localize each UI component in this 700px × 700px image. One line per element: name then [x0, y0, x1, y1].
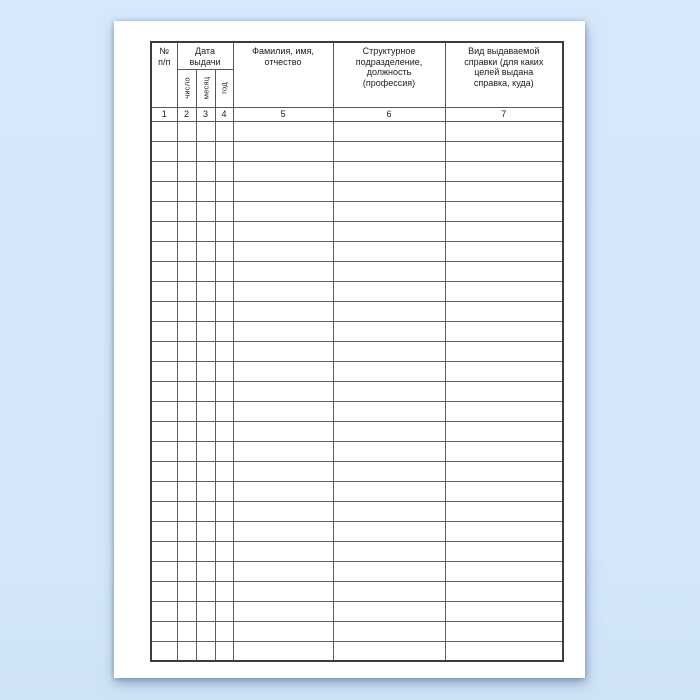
blank-cell: [233, 261, 333, 281]
blank-cell: [196, 161, 215, 181]
blank-cell: [233, 321, 333, 341]
blank-cell: [196, 301, 215, 321]
blank-cell: [215, 521, 233, 541]
blank-cell: [177, 441, 196, 461]
blank-cell: [445, 241, 563, 261]
blank-cell: [196, 141, 215, 161]
blank-cell: [196, 181, 215, 201]
blank-cell: [177, 481, 196, 501]
blank-cell: [177, 401, 196, 421]
blank-cell: [215, 381, 233, 401]
blank-row: [151, 621, 563, 641]
blank-cell: [333, 341, 445, 361]
blank-cell: [445, 201, 563, 221]
blank-cell: [196, 281, 215, 301]
header-day: [177, 69, 196, 107]
blank-cell: [333, 521, 445, 541]
blank-cell: [333, 161, 445, 181]
blank-cell: [233, 361, 333, 381]
blank-cell: [215, 301, 233, 321]
text-line: справка, куда): [473, 77, 534, 88]
blank-cell: [151, 441, 177, 461]
blank-cell: [233, 641, 333, 661]
blank-cell: [233, 381, 333, 401]
blank-cell: [445, 281, 563, 301]
blank-cell: [196, 241, 215, 261]
blank-cell: [177, 241, 196, 261]
blank-cell: [215, 181, 233, 201]
blank-cell: [445, 641, 563, 661]
blank-cell: [215, 601, 233, 621]
blank-cell: [196, 361, 215, 381]
blank-cell: [177, 381, 196, 401]
blank-cell: [333, 641, 445, 661]
blank-cell: [233, 121, 333, 141]
blank-cell: [445, 421, 563, 441]
blank-cell: [333, 481, 445, 501]
blank-row: [151, 601, 563, 621]
blank-cell: [151, 501, 177, 521]
header-year: [215, 69, 233, 107]
blank-cell: [196, 641, 215, 661]
blank-cell: [177, 561, 196, 581]
text-line: отчество: [264, 56, 302, 67]
blank-cell: [333, 561, 445, 581]
blank-cell: [333, 441, 445, 461]
blank-row: [151, 161, 563, 181]
blank-cell: [196, 261, 215, 281]
blank-cell: [445, 461, 563, 481]
blank-cell: [445, 581, 563, 601]
blank-cell: [333, 381, 445, 401]
blank-cell: [151, 321, 177, 341]
text-line: справки (для каких: [464, 56, 544, 67]
blank-cell: [233, 341, 333, 361]
blank-cell: [215, 121, 233, 141]
blank-cell: [215, 441, 233, 461]
blank-row: [151, 281, 563, 301]
blank-row: [151, 421, 563, 441]
header-name: [233, 42, 333, 107]
text-line: Структурное: [362, 46, 416, 56]
blank-cell: [333, 301, 445, 321]
blank-cell: [233, 421, 333, 441]
header-certificate: [445, 42, 563, 107]
blank-cell: [445, 401, 563, 421]
blank-cell: [445, 601, 563, 621]
header-month: [196, 69, 215, 107]
blank-cell: [196, 501, 215, 521]
column-numbers-row: [151, 107, 563, 121]
blank-cell: [233, 281, 333, 301]
blank-cell: [233, 541, 333, 561]
blank-cell: [215, 321, 233, 341]
blank-cell: [177, 521, 196, 541]
blank-cell: [445, 341, 563, 361]
blank-cell: [196, 421, 215, 441]
blank-cell: [233, 581, 333, 601]
blank-cell: [445, 141, 563, 161]
blank-cell: [177, 201, 196, 221]
blank-cell: [177, 161, 196, 181]
blank-cell: [177, 421, 196, 441]
blank-row: [151, 581, 563, 601]
blank-cell: [177, 501, 196, 521]
blank-cell: [215, 221, 233, 241]
blank-cell: [177, 621, 196, 641]
column-number: 1: [151, 107, 177, 121]
blank-cell: [445, 161, 563, 181]
blank-cell: [151, 521, 177, 541]
blank-row: [151, 441, 563, 461]
blank-cell: [333, 621, 445, 641]
blank-cell: [233, 501, 333, 521]
blank-row: [151, 461, 563, 481]
column-number: 3: [196, 107, 215, 121]
blank-cell: [177, 221, 196, 241]
blank-cell: [151, 621, 177, 641]
text-line: выдачи: [189, 56, 221, 67]
blank-cell: [177, 121, 196, 141]
blank-cell: [233, 201, 333, 221]
blank-cell: [233, 561, 333, 581]
blank-cell: [215, 341, 233, 361]
blank-cell: [151, 201, 177, 221]
blank-cell: [333, 321, 445, 341]
blank-row: [151, 341, 563, 361]
blank-cell: [151, 181, 177, 201]
blank-cell: [445, 501, 563, 521]
blank-cell: [177, 361, 196, 381]
blank-row: [151, 141, 563, 161]
blank-row: [151, 381, 563, 401]
blank-row: [151, 541, 563, 561]
blank-cell: [333, 201, 445, 221]
table-header: [151, 42, 563, 121]
blank-cell: [233, 301, 333, 321]
blank-cell: [151, 641, 177, 661]
blank-cell: [196, 221, 215, 241]
blank-cell: [215, 561, 233, 581]
blank-cell: [177, 641, 196, 661]
blank-cell: [151, 421, 177, 441]
blank-cell: [333, 141, 445, 161]
blank-cell: [196, 201, 215, 221]
column-number: 7: [445, 107, 563, 121]
column-number: 5: [233, 107, 333, 121]
text-line: (профессия): [362, 77, 416, 88]
blank-cell: [445, 221, 563, 241]
blank-cell: [196, 461, 215, 481]
vertical-label: год: [219, 82, 229, 94]
blank-cell: [196, 441, 215, 461]
header-department: [333, 42, 445, 107]
blank-cell: [151, 221, 177, 241]
blank-cell: [177, 461, 196, 481]
blank-cell: [215, 401, 233, 421]
blank-cell: [177, 581, 196, 601]
blank-cell: [151, 361, 177, 381]
blank-cell: [151, 141, 177, 161]
blank-cell: [196, 341, 215, 361]
blank-cell: [233, 221, 333, 241]
header-date-group: [177, 42, 233, 69]
blank-cell: [177, 341, 196, 361]
blank-cell: [333, 181, 445, 201]
blank-cell: [196, 541, 215, 561]
blank-cell: [177, 141, 196, 161]
blank-row: [151, 261, 563, 281]
blank-cell: [196, 381, 215, 401]
text-line: Вид выдаваемой: [468, 46, 540, 56]
text-line: подразделение,: [355, 56, 423, 67]
blank-cell: [151, 581, 177, 601]
blank-row: [151, 521, 563, 541]
blank-cell: [151, 481, 177, 501]
blank-cell: [151, 401, 177, 421]
blank-row: [151, 301, 563, 321]
blank-cell: [215, 581, 233, 601]
blank-cell: [151, 281, 177, 301]
blank-row: [151, 401, 563, 421]
blank-row: [151, 641, 563, 661]
blank-cell: [215, 621, 233, 641]
blank-cell: [333, 461, 445, 481]
blank-cell: [445, 321, 563, 341]
vertical-label: число: [182, 77, 191, 99]
blank-row: [151, 481, 563, 501]
vertical-label: месяц: [201, 76, 210, 100]
blank-row: [151, 321, 563, 341]
text-line: Фамилия, имя,: [252, 46, 314, 56]
blank-row: [151, 561, 563, 581]
blank-cell: [233, 181, 333, 201]
blank-cell: [196, 121, 215, 141]
text-line: п/п: [158, 56, 171, 67]
blank-cell: [151, 241, 177, 261]
blank-cell: [215, 641, 233, 661]
table-body: [151, 121, 563, 661]
blank-cell: [233, 461, 333, 481]
blank-cell: [445, 521, 563, 541]
blank-cell: [445, 121, 563, 141]
blank-cell: [445, 541, 563, 561]
blank-row: [151, 181, 563, 201]
blank-cell: [333, 541, 445, 561]
blank-cell: [215, 261, 233, 281]
blank-cell: [333, 361, 445, 381]
blank-cell: [196, 621, 215, 641]
blank-cell: [196, 321, 215, 341]
blank-cell: [233, 601, 333, 621]
blank-row: [151, 221, 563, 241]
blank-cell: [151, 161, 177, 181]
blank-cell: [177, 541, 196, 561]
blank-cell: [445, 181, 563, 201]
blank-cell: [196, 521, 215, 541]
blank-cell: [196, 601, 215, 621]
blank-cell: [151, 381, 177, 401]
blank-cell: [177, 601, 196, 621]
blank-row: [151, 201, 563, 221]
blank-cell: [151, 461, 177, 481]
blank-cell: [151, 541, 177, 561]
blank-cell: [215, 161, 233, 181]
blank-cell: [196, 561, 215, 581]
blank-cell: [215, 421, 233, 441]
blank-row: [151, 501, 563, 521]
blank-cell: [445, 441, 563, 461]
blank-cell: [333, 601, 445, 621]
blank-row: [151, 121, 563, 141]
blank-cell: [333, 401, 445, 421]
register-table: [150, 41, 564, 662]
blank-cell: [196, 481, 215, 501]
header-row-main: [151, 42, 563, 69]
blank-cell: [445, 621, 563, 641]
blank-cell: [445, 361, 563, 381]
blank-row: [151, 361, 563, 381]
blank-cell: [215, 541, 233, 561]
blank-cell: [333, 421, 445, 441]
blank-cell: [177, 181, 196, 201]
blank-cell: [445, 261, 563, 281]
blank-cell: [151, 121, 177, 141]
blank-cell: [196, 581, 215, 601]
blank-cell: [177, 261, 196, 281]
blank-cell: [233, 241, 333, 261]
blank-cell: [233, 521, 333, 541]
column-number: 4: [215, 107, 233, 121]
blank-cell: [151, 601, 177, 621]
blank-row: [151, 241, 563, 261]
blank-cell: [215, 281, 233, 301]
blank-cell: [445, 481, 563, 501]
blank-cell: [233, 161, 333, 181]
blank-cell: [151, 261, 177, 281]
blank-cell: [177, 281, 196, 301]
blank-cell: [151, 301, 177, 321]
blank-cell: [233, 481, 333, 501]
blank-cell: [233, 441, 333, 461]
blank-cell: [233, 401, 333, 421]
blank-cell: [333, 581, 445, 601]
blank-cell: [333, 261, 445, 281]
blank-cell: [445, 301, 563, 321]
text-line: Дата: [195, 46, 215, 56]
blank-cell: [333, 281, 445, 301]
blank-cell: [445, 561, 563, 581]
blank-cell: [151, 341, 177, 361]
blank-cell: [215, 461, 233, 481]
blank-cell: [215, 241, 233, 261]
blank-cell: [333, 501, 445, 521]
blank-cell: [333, 121, 445, 141]
blank-cell: [196, 401, 215, 421]
blank-cell: [215, 481, 233, 501]
blank-cell: [177, 321, 196, 341]
blank-cell: [233, 621, 333, 641]
text-line: должность: [366, 67, 412, 77]
column-number: 6: [333, 107, 445, 121]
blank-cell: [151, 561, 177, 581]
blank-cell: [445, 381, 563, 401]
header-num: [151, 42, 177, 107]
document-page: [114, 21, 585, 678]
column-number: 2: [177, 107, 196, 121]
blank-cell: [215, 501, 233, 521]
text-line: целей выдана: [474, 67, 534, 77]
blank-cell: [333, 221, 445, 241]
blank-cell: [333, 241, 445, 261]
text-line: №: [159, 46, 170, 56]
blank-cell: [215, 361, 233, 381]
blank-cell: [233, 141, 333, 161]
blank-cell: [215, 141, 233, 161]
blank-cell: [215, 201, 233, 221]
blank-cell: [177, 301, 196, 321]
